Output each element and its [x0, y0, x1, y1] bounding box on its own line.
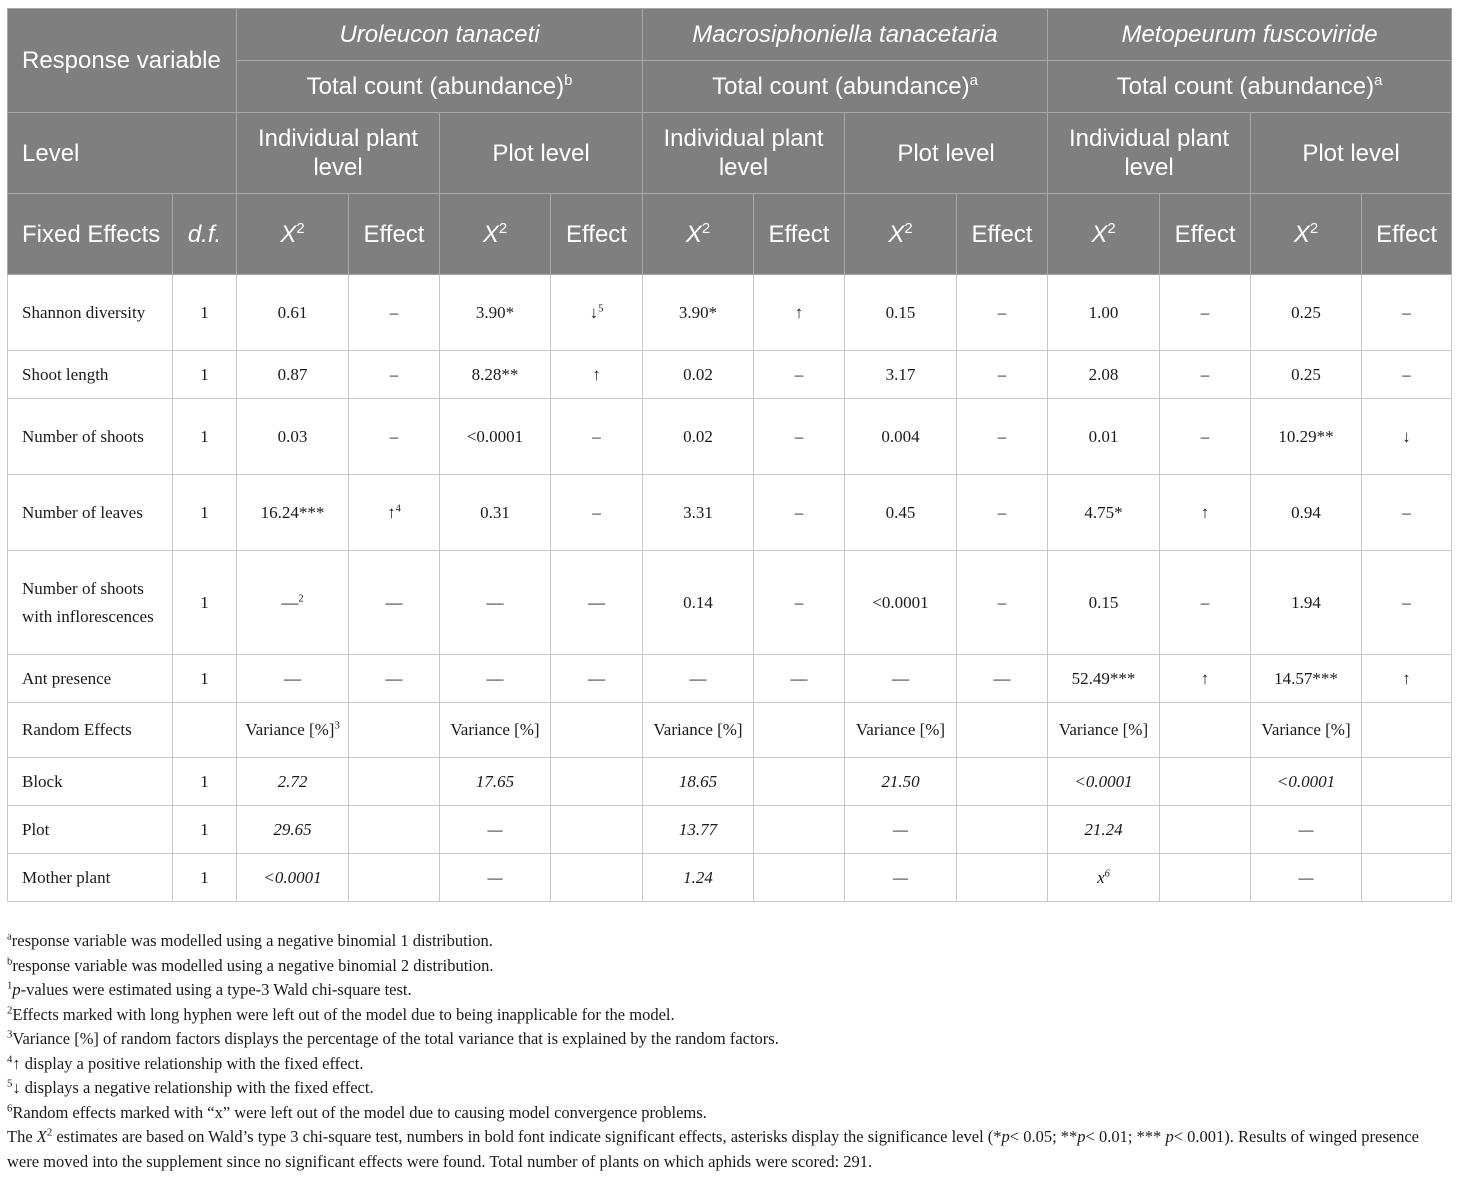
effect-header: Effect	[957, 194, 1048, 275]
empty-cell	[754, 703, 845, 758]
df-cell: 1	[173, 399, 237, 475]
chi-square-cell: 0.004	[845, 399, 957, 475]
empty-cell	[551, 854, 643, 902]
row-label: Block	[8, 758, 173, 806]
row-label: Shoot length	[8, 351, 173, 399]
effect-cell: —	[754, 655, 845, 703]
chi-square-cell: 0.61	[237, 275, 349, 351]
effect-cell: ↑	[1160, 655, 1251, 703]
species-header: Macrosiphoniella tanacetaria	[643, 9, 1048, 61]
random-effects-body	[8, 758, 1452, 902]
footnote-b: $^b$response variable was modelled using a negative binomial 2 distribution.	[7, 955, 494, 975]
df-cell: 1	[173, 806, 237, 854]
empty-cell	[754, 758, 845, 806]
results-table	[7, 8, 1452, 902]
species-header: Uroleucon tanaceti	[237, 9, 643, 61]
variance-cell: 13.77	[643, 806, 754, 854]
effect-header: Effect	[1362, 194, 1452, 275]
measure-header: Total count (abundance)$^b$	[237, 61, 643, 113]
effect-cell: –	[551, 399, 643, 475]
footnote-3: $^3$Variance [%] of random factors displays the percentage of the total variance that is explained by the random factors.	[7, 1028, 779, 1048]
chi-square-cell: 0.01	[1048, 399, 1160, 475]
effect-cell: –	[1160, 399, 1251, 475]
empty-cell	[349, 703, 440, 758]
variance-cell: 29.65	[237, 806, 349, 854]
table-row	[8, 551, 1452, 655]
effect-cell: –	[957, 351, 1048, 399]
effect-cell: –	[1160, 351, 1251, 399]
effect-cell: ↑	[754, 275, 845, 351]
chi-square-cell: 0.15	[845, 275, 957, 351]
empty-cell	[1160, 758, 1251, 806]
df-cell: 1	[173, 275, 237, 351]
chi-square-cell: 2.08	[1048, 351, 1160, 399]
variance-cell: <0.0001	[237, 854, 349, 902]
variance-cell: 21.50	[845, 758, 957, 806]
variance-header: Variance [%]	[643, 703, 754, 758]
effect-cell: ↓$^5$	[551, 275, 643, 351]
species-header: Metopeurum fuscoviride	[1048, 9, 1452, 61]
row-label: Number of leaves	[8, 475, 173, 551]
chi-square-cell: 0.45	[845, 475, 957, 551]
effect-cell: –	[1160, 551, 1251, 655]
df-header: d.f.	[173, 194, 237, 275]
chi-square-header: $X^2$	[237, 194, 349, 275]
footnote-1: $^1$p-values were estimated using a type-3 Wald chi-square test.	[7, 979, 412, 999]
effect-cell: ↑	[1160, 475, 1251, 551]
empty-cell	[957, 854, 1048, 902]
empty-cell	[1362, 703, 1452, 758]
measure-header: Total count (abundance)$^a$	[643, 61, 1048, 113]
chi-square-cell: 0.25	[1251, 275, 1362, 351]
individual-level-header: Individual plant level	[237, 113, 440, 194]
footnote-4: $^4$↑ display a positive relationship with the fixed effect.	[7, 1053, 364, 1073]
chi-square-cell: —$^2$	[237, 551, 349, 655]
table-row	[8, 806, 1452, 854]
effect-cell: –	[957, 399, 1048, 475]
empty-cell	[551, 703, 643, 758]
effect-cell: ↓	[1362, 399, 1452, 475]
empty-cell	[754, 854, 845, 902]
variance-cell: 17.65	[440, 758, 551, 806]
chi-square-header: $X^2$	[845, 194, 957, 275]
empty-cell	[1160, 854, 1251, 902]
row-label: Shannon diversity	[8, 275, 173, 351]
chi-square-cell: <0.0001	[845, 551, 957, 655]
chi-square-cell: —	[643, 655, 754, 703]
variance-cell: 2.72	[237, 758, 349, 806]
chi-square-header: $X^2$	[440, 194, 551, 275]
chi-square-cell: —	[237, 655, 349, 703]
variance-header: Variance [%]	[440, 703, 551, 758]
df-cell: 1	[173, 655, 237, 703]
table-row	[8, 854, 1452, 902]
empty-cell	[754, 806, 845, 854]
effect-cell: –	[551, 475, 643, 551]
chi-square-cell: <0.0001	[440, 399, 551, 475]
random-effects-label: Random Effects	[8, 703, 173, 758]
effect-cell: —	[551, 655, 643, 703]
effect-cell: –	[754, 399, 845, 475]
chi-square-cell: —	[845, 655, 957, 703]
table-row	[8, 351, 1452, 399]
effect-cell: ↑$^4$	[349, 475, 440, 551]
chi-square-header: $X^2$	[643, 194, 754, 275]
empty-cell	[551, 806, 643, 854]
footnote-2: $^2$Effects marked with long hyphen were left out of the model due to being inapplicable for the model.	[7, 1004, 675, 1024]
variance-header: Variance [%]	[1048, 703, 1160, 758]
plot-level-header: Plot level	[845, 113, 1048, 194]
plot-level-header: Plot level	[440, 113, 643, 194]
variance-header: Variance [%]$^3$	[237, 703, 349, 758]
footnote-6: $^6$Random effects marked with “x” were left out of the model due to causing model convergence problems.	[7, 1102, 707, 1122]
effect-cell: –	[957, 275, 1048, 351]
empty-cell	[957, 703, 1048, 758]
chi-square-cell: 0.31	[440, 475, 551, 551]
effect-cell: —	[349, 655, 440, 703]
effect-cell: –	[957, 551, 1048, 655]
effect-cell: –	[1160, 275, 1251, 351]
effect-cell: ↑	[551, 351, 643, 399]
effect-header: Effect	[551, 194, 643, 275]
df-cell: 1	[173, 351, 237, 399]
table-note: The $X^2$ estimates are based on Wald’s type 3 chi-square test, numbers in bold font indicate significant effects, asterisks display the significance level (*p< 0.05; **p< 0.01; *** p< 0.001). Results of winged presence were moved into the supplement since no significant effects were found. Total number of plants on which aphids were scored: 291.	[7, 1126, 1419, 1171]
individual-level-header: Individual plant level	[1048, 113, 1251, 194]
variance-header: Variance [%]	[845, 703, 957, 758]
chi-square-cell: —	[440, 551, 551, 655]
chi-square-cell: 0.87	[237, 351, 349, 399]
footnotes	[7, 929, 1455, 1174]
chi-square-cell: 0.03	[237, 399, 349, 475]
fixed-effects-body	[8, 275, 1452, 703]
variance-cell: —	[440, 806, 551, 854]
variance-cell: —	[440, 854, 551, 902]
chi-square-cell: 3.90*	[440, 275, 551, 351]
variance-cell: 18.65	[643, 758, 754, 806]
df-cell: 1	[173, 551, 237, 655]
chi-square-header: $X^2$	[1048, 194, 1160, 275]
row-label: Number of shoots with inflorescences	[8, 551, 173, 655]
effect-header: Effect	[1160, 194, 1251, 275]
empty-cell	[349, 806, 440, 854]
table-row	[8, 475, 1452, 551]
chi-square-cell: 1.94	[1251, 551, 1362, 655]
effect-cell: –	[957, 475, 1048, 551]
effect-header: Effect	[754, 194, 845, 275]
random-effects-header-row	[8, 703, 1452, 758]
variance-cell: 21.24	[1048, 806, 1160, 854]
effect-cell: —	[957, 655, 1048, 703]
table-row	[8, 758, 1452, 806]
variance-cell: <0.0001	[1048, 758, 1160, 806]
footnote-5: $^5$↓ displays a negative relationship with the fixed effect.	[7, 1077, 374, 1097]
chi-square-cell: 0.02	[643, 399, 754, 475]
chi-square-cell: 0.14	[643, 551, 754, 655]
response-variable-header: Response variable	[8, 9, 237, 113]
empty-cell	[1160, 703, 1251, 758]
measure-header: Total count (abundance)$^a$	[1048, 61, 1452, 113]
empty-cell	[1362, 758, 1452, 806]
effect-header: Effect	[349, 194, 440, 275]
table-row	[8, 399, 1452, 475]
header-row-species	[8, 9, 1452, 61]
chi-square-cell: 0.25	[1251, 351, 1362, 399]
variance-cell: $x^6$	[1048, 854, 1160, 902]
variance-cell: —	[1251, 854, 1362, 902]
chi-square-cell: 14.57***	[1251, 655, 1362, 703]
effect-cell: —	[551, 551, 643, 655]
empty-cell	[1362, 806, 1452, 854]
empty-cell	[957, 806, 1048, 854]
chi-square-cell: 4.75*	[1048, 475, 1160, 551]
row-label: Plot	[8, 806, 173, 854]
fixed-effects-header: Fixed Effects	[8, 194, 173, 275]
variance-header: Variance [%]	[1251, 703, 1362, 758]
variance-cell: <0.0001	[1251, 758, 1362, 806]
df-cell: 1	[173, 475, 237, 551]
effect-cell: –	[754, 475, 845, 551]
effect-cell: ↑	[1362, 655, 1452, 703]
chi-square-cell: 0.94	[1251, 475, 1362, 551]
empty-cell	[349, 854, 440, 902]
chi-square-cell: 0.02	[643, 351, 754, 399]
chi-square-cell: 3.90*	[643, 275, 754, 351]
chi-square-cell: 10.29**	[1251, 399, 1362, 475]
footnote-a: $^a$response variable was modelled using a negative binomial 1 distribution.	[7, 930, 493, 950]
empty-cell	[957, 758, 1048, 806]
empty-cell	[1362, 854, 1452, 902]
chi-square-cell: 16.24***	[237, 475, 349, 551]
effect-cell: –	[1362, 275, 1452, 351]
effect-cell: –	[1362, 551, 1452, 655]
header-row-columns	[8, 194, 1452, 275]
effect-cell: –	[349, 351, 440, 399]
df-cell: 1	[173, 758, 237, 806]
table-row	[8, 275, 1452, 351]
chi-square-cell: 1.00	[1048, 275, 1160, 351]
df-cell	[173, 703, 237, 758]
chi-square-cell: 8.28**	[440, 351, 551, 399]
effect-cell: –	[349, 399, 440, 475]
effect-cell: —	[349, 551, 440, 655]
chi-square-cell: 3.17	[845, 351, 957, 399]
effect-cell: –	[1362, 351, 1452, 399]
row-label: Number of shoots	[8, 399, 173, 475]
chi-square-cell: 0.15	[1048, 551, 1160, 655]
row-label: Mother plant	[8, 854, 173, 902]
plot-level-header: Plot level	[1251, 113, 1452, 194]
empty-cell	[349, 758, 440, 806]
variance-cell: —	[845, 806, 957, 854]
effect-cell: –	[349, 275, 440, 351]
effect-cell: –	[754, 351, 845, 399]
chi-square-cell: 3.31	[643, 475, 754, 551]
table-row	[8, 655, 1452, 703]
individual-level-header: Individual plant level	[643, 113, 845, 194]
variance-cell: —	[845, 854, 957, 902]
chi-square-cell: 52.49***	[1048, 655, 1160, 703]
header-row-level	[8, 113, 1452, 194]
effect-cell: –	[1362, 475, 1452, 551]
row-label: Ant presence	[8, 655, 173, 703]
variance-cell: —	[1251, 806, 1362, 854]
variance-cell: 1.24	[643, 854, 754, 902]
chi-square-cell: —	[440, 655, 551, 703]
effect-cell: –	[754, 551, 845, 655]
chi-square-header: $X^2$	[1251, 194, 1362, 275]
level-header: Level	[8, 113, 237, 194]
empty-cell	[1160, 806, 1251, 854]
df-cell: 1	[173, 854, 237, 902]
empty-cell	[551, 758, 643, 806]
